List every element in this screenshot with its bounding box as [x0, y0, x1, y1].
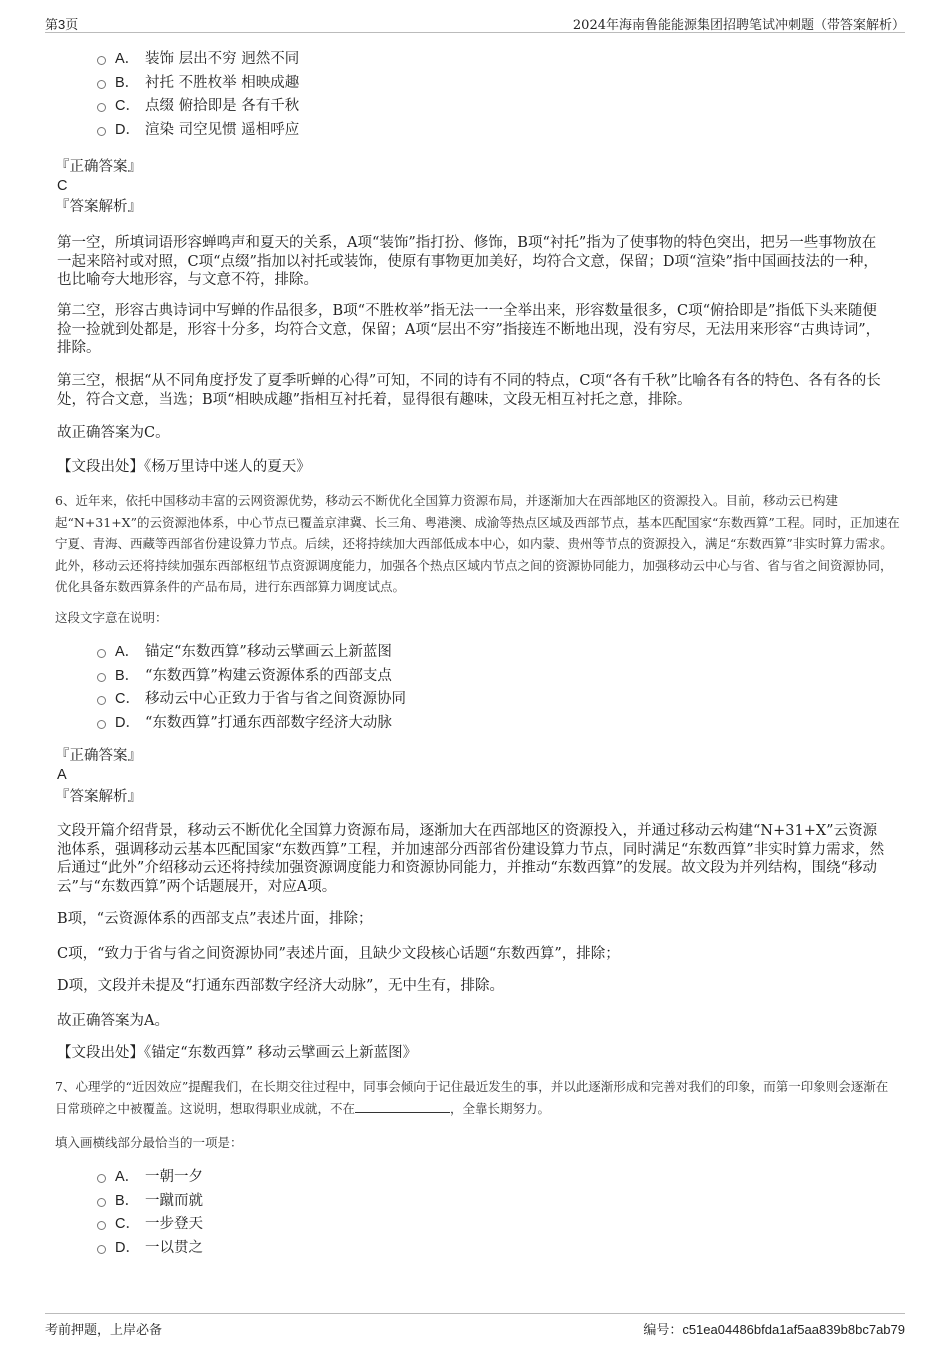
- q6-analysis-para-1: 文段开篇介绍背景，移动云不断优化全国算力资源布局，逐渐加大在西部地区的资源投入，并通过移动云构建“N+31+X”云资源池体系，强调移动云基本匹配国家“东数西算”工程，并加速部分西部省份建设算力节点，同时满足“东数西算”非实时算力需求，然后通过“此外”介绍移动云还将持续加强资源调度能力和资源协同能力，并推动“东数西算”的发展。故文段为并列结构，围绕“移动云”与“东数西算”两个话题展开，对应A项。: [57, 823, 885, 895]
- q5-option-b[interactable]: B． 衬托 不胜枚举 相映成趣: [95, 72, 299, 96]
- page-number: 第3页: [45, 17, 79, 32]
- q6-source: 【文段出处】《锚定“东数西算” 移动云擘画云上新蓝图》: [57, 1045, 418, 1061]
- document-title: 2024年海南鲁能能源集团招聘笔试冲刺题（带答案解析）: [572, 18, 905, 33]
- q6-prompt: 这段文字意在说明：: [55, 610, 168, 625]
- footer-slogan: 考前押题，上岸必备: [45, 1323, 163, 1338]
- q6-option-d[interactable]: D． “东数西算”打通东西部数字经济大动脉: [95, 712, 406, 736]
- q6-analysis-conclusion: 故正确答案为A。: [57, 1013, 169, 1029]
- q7-option-a[interactable]: A． 一朝一夕: [95, 1166, 203, 1190]
- q6-option-a[interactable]: A． 锚定“东数西算”移动云擘画云上新蓝图: [95, 641, 406, 665]
- radio-icon[interactable]: [97, 127, 106, 136]
- radio-icon[interactable]: [97, 673, 106, 682]
- q7-option-c[interactable]: C． 一步登天: [95, 1213, 203, 1237]
- radio-icon[interactable]: [97, 56, 106, 65]
- q7-option-b[interactable]: B． 一蹴而就: [95, 1190, 203, 1214]
- q5-options: [95, 48, 299, 142]
- q5-option-a[interactable]: A． 装饰 层出不穷 迥然不同: [95, 48, 299, 72]
- page-footer: [45, 1313, 905, 1342]
- q5-analysis-para-3: 第三空，根据“从不同角度抒发了夏季听蝉的心得”可知，不同的诗有不同的特点，C项“各有千秋”比喻各有各的特色、各有各的长处，符合文意，当选；B项“相映成趣”指相互衬托着，显得很有趣味，文段无相互衬托之意，排除。: [57, 373, 881, 408]
- radio-icon[interactable]: [97, 649, 106, 658]
- radio-icon[interactable]: [97, 1221, 106, 1230]
- radio-icon[interactable]: [97, 1198, 106, 1207]
- q7-prompt: 填入画横线部分最恰当的一项是：: [55, 1135, 243, 1150]
- radio-icon[interactable]: [97, 1174, 106, 1183]
- q6-option-b[interactable]: B． “东数西算”构建云资源体系的西部支点: [95, 665, 406, 689]
- q6-answer: A: [57, 767, 67, 783]
- q6-answer-label: 『正确答案』: [55, 748, 142, 764]
- answer-blank: [355, 1100, 450, 1113]
- q6-analysis-d: D项，文段并未提及“打通东西部数字经济大动脉”，无中生有，排除。: [57, 978, 504, 994]
- q5-answer-label: 『正确答案』: [55, 159, 142, 175]
- q6-options: [95, 641, 406, 735]
- radio-icon[interactable]: [97, 80, 106, 89]
- q5-answer: C: [57, 178, 68, 194]
- q6-option-c[interactable]: C． 移动云中心正致力于省与省之间资源协同: [95, 688, 406, 712]
- q7-stem: 7、心理学的“近因效应”提醒我们，在长期交往过程中，同事会倾向于记住最近发生的事，并以此逐渐形成和完善对我们的印象，而第一印象则会逐渐在日常琐碎之中被覆盖。这说明，想取得职业成就，不在 ，全靠长期努力。: [55, 1079, 889, 1116]
- q5-analysis-para-2: 第二空，形容古典诗词中写蝉的作品很多，B项“不胜枚举”指无法一一全举出来，形容数量很多，C项“俯拾即是”指低下头来随便捡一捡就到处都是，形容十分多，均符合文意，保留；A项“层出不穷”指接连不断地出现，没有穷尽，无法用来形容“古典诗词”，排除。: [57, 303, 881, 356]
- q6-stem: 6、近年来，依托中国移动丰富的云网资源优势，移动云不断优化全国算力资源布局，并逐渐加大在西部地区的资源投入。目前，移动云已构建起“N+31+X”的云资源池体系，中心节点已覆盖京津冀、长三角、粤港澳、成渝等热点区域及西部节点，基本匹配国家“东数西算”工程。同时，正加速在宁夏、青海、西藏等西部省份建设算力节点。后续，还将持续加大西部低成本中心，如内蒙、贵州等节点的资源投入，满足“东数西算”非实时算力需求。此外，移动云还将持续加强东西部枢纽节点资源调度能力，加强各个热点区域内节点之间的资源协同能力，加强移动云中心与省、省与省之间资源协同，优化具备东数西算条件的产品布局，进行东西部算力调度试点。: [55, 493, 900, 594]
- q7-option-d[interactable]: D． 一以贯之: [95, 1237, 203, 1261]
- radio-icon[interactable]: [97, 720, 106, 729]
- radio-icon[interactable]: [97, 1245, 106, 1254]
- document-code: 编号：c51ea04486bfda1af5aa839b8bc7ab79: [643, 1322, 905, 1338]
- q5-analysis-conclusion: 故正确答案为C。: [57, 425, 170, 441]
- q5-option-d[interactable]: D． 渲染 司空见惯 遥相呼应: [95, 119, 299, 143]
- q5-source: 【文段出处】《杨万里诗中迷人的夏天》: [57, 459, 311, 475]
- q6-analysis-label: 『答案解析』: [55, 789, 142, 805]
- q5-analysis-label: 『答案解析』: [55, 199, 142, 215]
- radio-icon[interactable]: [97, 103, 106, 112]
- q5-option-c[interactable]: C． 点缀 俯拾即是 各有千秋: [95, 95, 299, 119]
- radio-icon[interactable]: [97, 696, 106, 705]
- q7-options: [95, 1166, 203, 1260]
- page-header: [45, 10, 905, 33]
- q6-analysis-c: C项，“致力于省与省之间资源协同”表述片面，且缺少文段核心话题“东数西算”，排除；: [57, 946, 620, 962]
- q6-analysis-b: B项，“云资源体系的西部支点”表述片面，排除；: [57, 911, 373, 927]
- q5-analysis-para-1: 第一空，所填词语形容蝉鸣声和夏天的关系，A项“装饰”指打扮、修饰，B项“衬托”指为了使事物的特色突出，把另一些事物放在一起来陪衬或对照，C项“点缀”指加以衬托或装饰，使原有事物更加美好，均符合文意，保留；D项“渲染”指中国画技法的一种，也比喻夸大地形容，与文意不符，排除。: [57, 235, 878, 288]
